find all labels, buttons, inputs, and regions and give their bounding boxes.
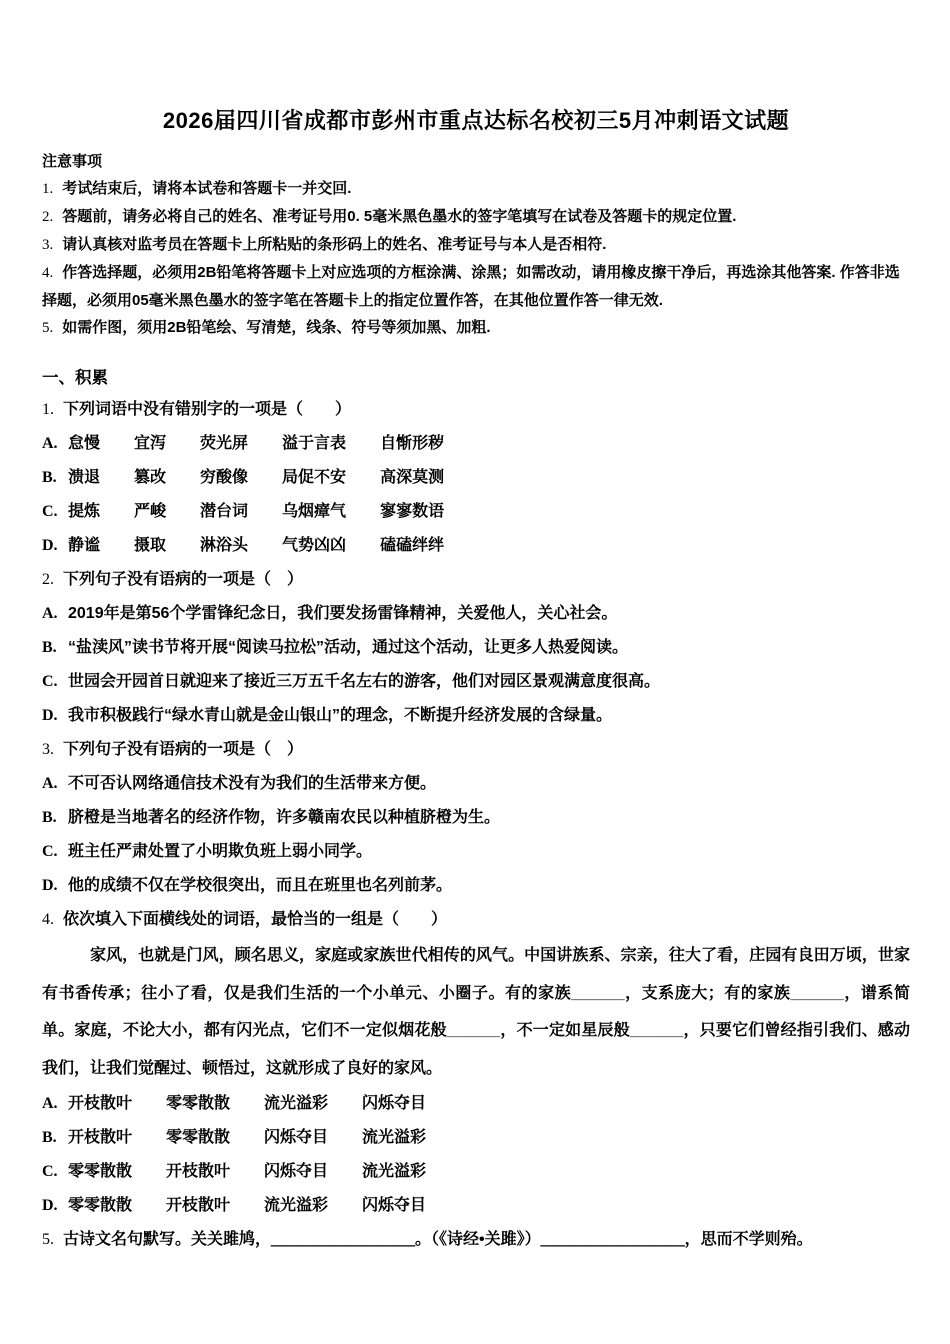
option-term: 静谧 xyxy=(68,537,101,554)
notice-item-text: 考试结束后，请将本试卷和答题卡一并交回. xyxy=(62,180,352,197)
option-term: 零零散散 xyxy=(166,1095,231,1112)
notice-item-text: 作答选择题，必须用2B铅笔将答题卡上对应选项的方框涂满、涂黑；如需改动，请用橡皮擦干净后，再选涂其他答案. 作答非选择题，必须用05毫米黑色墨水的签字笔在答题卡上的指定位置作答，在其他位置作答一律无效. xyxy=(42,264,900,309)
option-term: 严峻 xyxy=(134,503,167,520)
option-term: 开枝散叶 xyxy=(166,1163,231,1180)
option-text: 他的成绩不仅在学校很突出，而且在班里也名列前茅。 xyxy=(68,877,453,894)
option-text: 不可否认网络通信技术没有为我们的生活带来方便。 xyxy=(68,775,437,792)
option-term: 开枝散叶 xyxy=(166,1197,231,1214)
option-row xyxy=(42,665,910,699)
option-label: D. xyxy=(42,707,58,724)
option-term: 怠慢 xyxy=(68,435,101,452)
notice-item-text: 请认真核对监考员在答题卡上所粘贴的条形码上的姓名、准考证号与本人是否相符. xyxy=(62,236,607,253)
question-stem xyxy=(42,903,910,937)
notice-item xyxy=(42,314,910,342)
option-label: D. xyxy=(42,877,58,894)
option-term: 开枝散叶 xyxy=(68,1129,133,1146)
question-1 xyxy=(42,393,910,563)
notice-section xyxy=(42,148,910,342)
option-term: 流光溢彩 xyxy=(264,1095,329,1112)
page-title: 2026届四川省成都市彭州市重点达标名校初三5月冲刺语文试题 xyxy=(162,108,790,133)
option-label: D. xyxy=(42,537,58,554)
option-row xyxy=(42,1155,910,1189)
option-term: 寥寥数语 xyxy=(380,503,445,520)
option-row xyxy=(42,869,910,903)
option-term: 篡改 xyxy=(134,469,167,486)
option-term: 闪烁夺目 xyxy=(264,1129,329,1146)
question-stem-text: 下列词语中没有错别字的一项是（ ） xyxy=(63,401,352,418)
option-label: B. xyxy=(42,639,57,656)
option-row xyxy=(42,1189,910,1223)
option-label: B. xyxy=(42,469,57,486)
option-label: A. xyxy=(42,605,58,622)
option-label: A. xyxy=(42,435,58,452)
notice-item-number: 3. xyxy=(42,237,54,253)
question-stem xyxy=(42,733,910,767)
option-text: 我市积极践行“绿水青山就是金山银山”的理念，不断提升经济发展的含绿量。 xyxy=(68,707,613,724)
notice-item-number: 4. xyxy=(42,265,54,281)
option-text: “盐渎风”读书节将开展“阅读马拉松”活动，通过这个活动，让更多人热爱阅读。 xyxy=(68,639,629,656)
notice-item xyxy=(42,259,910,314)
option-row xyxy=(42,835,910,869)
option-label: A. xyxy=(42,775,58,792)
option-row xyxy=(42,699,910,733)
question-stem xyxy=(42,1223,910,1257)
option-row xyxy=(42,461,910,495)
question-number: 2. xyxy=(42,571,54,588)
option-term: 自惭形秽 xyxy=(380,435,445,452)
question-5 xyxy=(42,1223,910,1257)
option-text: 世园会开园首日就迎来了接近三万五千名左右的游客，他们对园区景观满意度很高。 xyxy=(68,673,661,690)
option-term: 局促不安 xyxy=(282,469,347,486)
option-label: C. xyxy=(42,1163,58,1180)
notice-item xyxy=(42,231,910,259)
question-number: 3. xyxy=(42,741,54,758)
option-term: 溢于言表 xyxy=(282,435,347,452)
option-term: 乌烟瘴气 xyxy=(282,503,347,520)
option-term: 穷酸像 xyxy=(200,469,249,486)
option-label: C. xyxy=(42,843,58,860)
option-row xyxy=(42,597,910,631)
option-label: A. xyxy=(42,1095,58,1112)
option-term: 闪烁夺目 xyxy=(264,1163,329,1180)
section-heading: 一、积累 xyxy=(42,369,108,387)
option-row xyxy=(42,767,910,801)
option-label: B. xyxy=(42,809,57,826)
question-stem xyxy=(42,393,910,427)
question-number: 1. xyxy=(42,401,54,418)
option-term: 摄取 xyxy=(134,537,167,554)
question-3 xyxy=(42,733,910,903)
option-row xyxy=(42,1087,910,1121)
option-term: 闪烁夺目 xyxy=(362,1095,427,1112)
question-passage: 家风，也就是门风，顾名思义，家庭或家族世代相传的风气。中国讲族系、宗亲，往大了看，庄园有良田万顷，世家有书香传承；往小了看，仅是我们生活的一个小单元、小圈子。有的家族______，支系庞大；有的家族______，谱系简单。家庭，不论大小，都有闪光点，它们不一定似烟花般______，不一定如星辰般______，只要它们曾经指引我们、感动我们，让我们觉醒过、顿悟过，这就形成了良好的家风。 xyxy=(42,947,910,1077)
option-term: 流光溢彩 xyxy=(362,1163,427,1180)
option-term: 闪烁夺目 xyxy=(362,1197,427,1214)
option-term: 零零散散 xyxy=(68,1197,133,1214)
option-term: 磕磕绊绊 xyxy=(380,537,445,554)
question-stem xyxy=(42,563,910,597)
option-row xyxy=(42,631,910,665)
option-label: B. xyxy=(42,1129,57,1146)
option-term: 宜泻 xyxy=(134,435,167,452)
option-label: D. xyxy=(42,1197,58,1214)
question-stem-text: 依次填入下面横线处的词语，最恰当的一组是（ ） xyxy=(63,911,448,928)
option-text: 班主任严肃处置了小明欺负班上弱小同学。 xyxy=(68,843,373,860)
option-term: 淋浴头 xyxy=(200,537,249,554)
question-number: 5. xyxy=(42,1231,54,1248)
option-row xyxy=(42,427,910,461)
option-term: 提炼 xyxy=(68,503,101,520)
question-number: 4. xyxy=(42,911,54,928)
question-stem-text: 下列句子没有语病的一项是（ ） xyxy=(63,741,304,758)
option-term: 溃退 xyxy=(68,469,101,486)
option-row xyxy=(42,529,910,563)
option-term: 流光溢彩 xyxy=(264,1197,329,1214)
option-label: C. xyxy=(42,503,58,520)
notice-item xyxy=(42,175,910,203)
option-term: 开枝散叶 xyxy=(68,1095,133,1112)
option-term: 荧光屏 xyxy=(200,435,249,452)
question-text: 古诗文名句默写。关关雎鸠，＿＿＿＿＿＿＿＿＿。（《诗经•关雎》）＿＿＿＿＿＿＿＿＿，思而不学则殆。 xyxy=(63,1231,813,1248)
option-text: 脐橙是当地著名的经济作物，许多赣南农民以种植脐橙为生。 xyxy=(68,809,501,826)
notice-item-number: 1. xyxy=(42,181,54,197)
option-term: 流光溢彩 xyxy=(362,1129,427,1146)
notice-item-number: 2. xyxy=(42,209,54,225)
option-text: 2019年是第56个学雷锋纪念日，我们要发扬雷锋精神，关爱他人，关心社会。 xyxy=(68,605,618,622)
option-term: 高深莫测 xyxy=(380,469,445,486)
question-2 xyxy=(42,563,910,733)
option-row xyxy=(42,1121,910,1155)
question-stem-text: 下列句子没有语病的一项是（ ） xyxy=(63,571,304,588)
option-term: 零零散散 xyxy=(68,1163,133,1180)
option-term: 零零散散 xyxy=(166,1129,231,1146)
option-term: 潜台词 xyxy=(200,503,249,520)
notice-item-text: 如需作图，须用2B铅笔绘、写清楚，线条、符号等须加黑、加粗. xyxy=(62,319,491,336)
notice-item xyxy=(42,203,910,231)
option-label: C. xyxy=(42,673,58,690)
option-row xyxy=(42,801,910,835)
option-row xyxy=(42,495,910,529)
notice-item-number: 5. xyxy=(42,320,54,336)
option-term: 气势凶凶 xyxy=(282,537,347,554)
notice-heading: 注意事项 xyxy=(42,153,103,170)
question-4 xyxy=(42,903,910,1223)
notice-item-text: 答题前，请务必将自己的姓名、准考证号用0. 5毫米黑色墨水的签字笔填写在试卷及答题卡的规定位置. xyxy=(62,208,737,225)
